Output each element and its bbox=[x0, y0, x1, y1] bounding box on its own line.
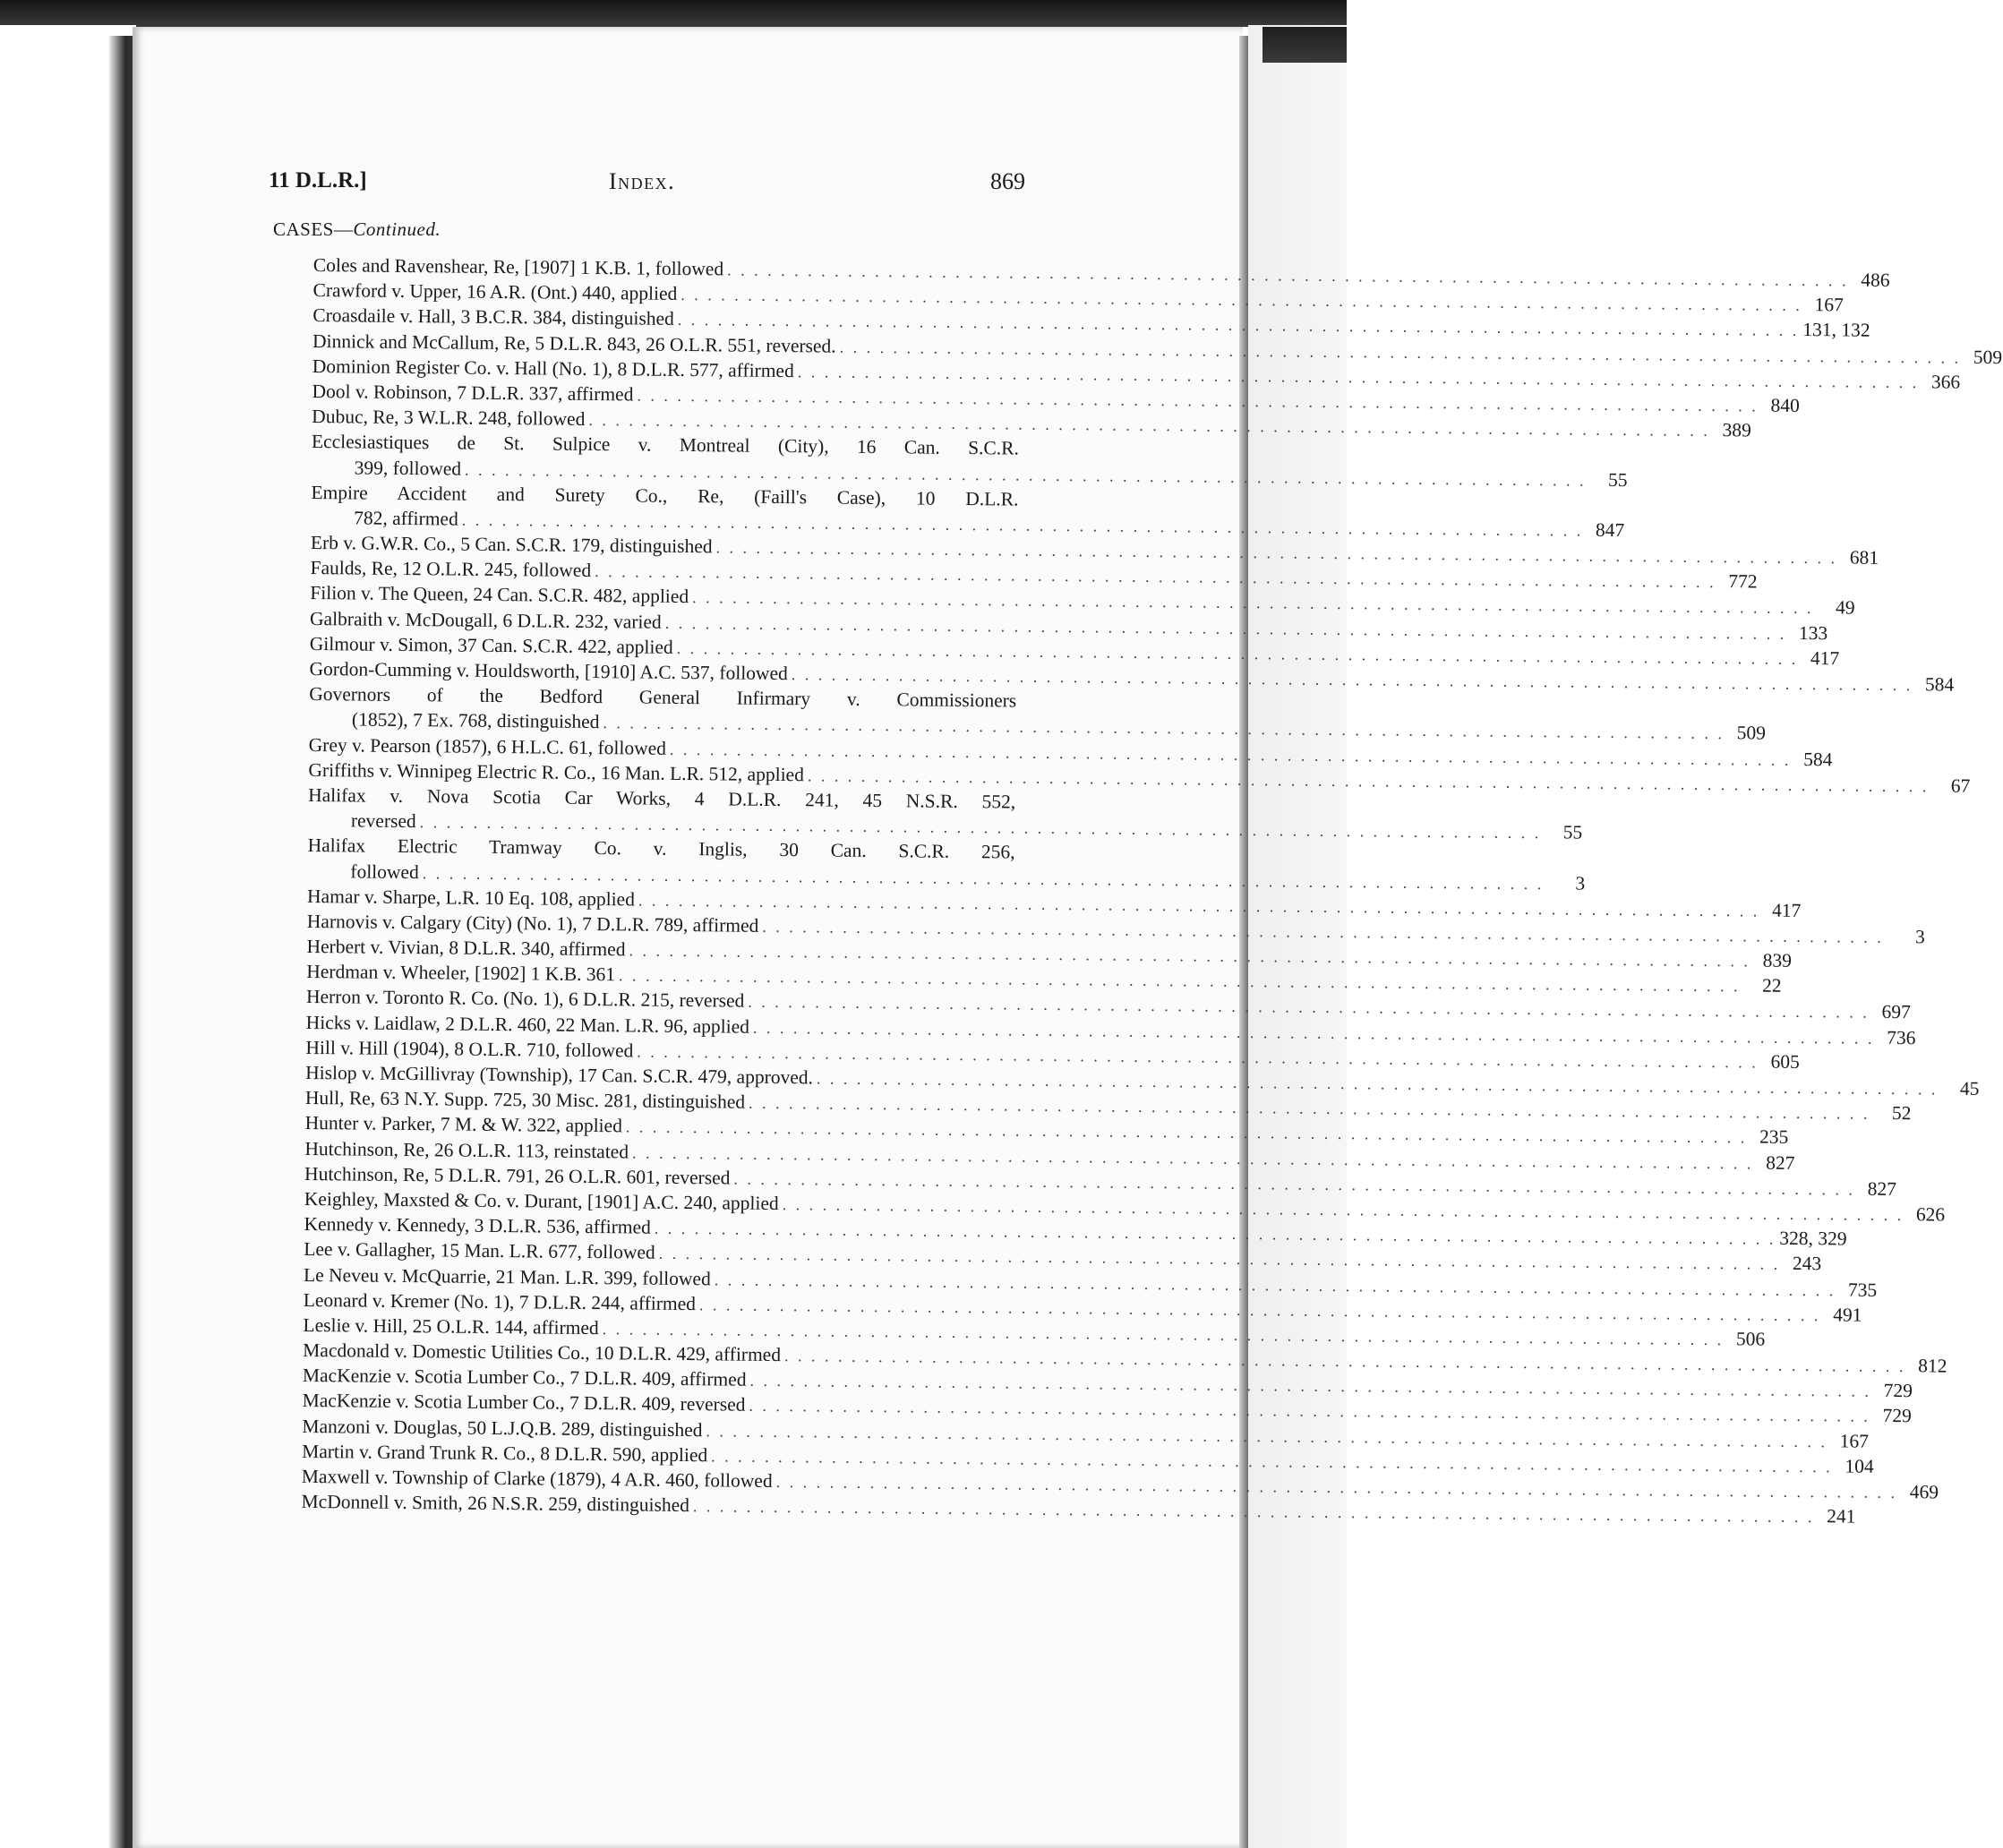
case-citation: Leslie v. Hill, 25 O.L.R. 144, affirmed bbox=[303, 1313, 599, 1339]
case-citation: Crawford v. Upper, 16 A.R. (Ont.) 440, applied bbox=[312, 279, 678, 305]
page-reference: 22 bbox=[1761, 974, 1782, 997]
case-citation: Griffiths v. Winnipeg Electric R. Co., 16 Man. L.R. 512, applied bbox=[308, 758, 805, 786]
page-reference: 243 bbox=[1792, 1253, 1822, 1275]
page-reference: 681 bbox=[1849, 546, 1879, 569]
page-reference: 131, 132 bbox=[1802, 319, 1870, 342]
dot-leader: . . . . . . . . . . . . . . . . . . . . . . . . . . . . . . . . . . . . . . . . . . . . . . . . . . . . . . . . . . . . . . . . . . . . . . . . . . . . . . . . . . . . bbox=[638, 891, 1760, 920]
case-citation: 399, followed bbox=[354, 456, 462, 480]
dot-leader: . . . . . . . . . . . . . . . . . . . . . . . . . . . . . . . . . . . . . . . . . . . . . . . . . . . . . . . . . . . . . . . . . . . . . . . . . . . . . . . . . . . . bbox=[619, 966, 1741, 996]
dot-leader: . . . . . . . . . . . . . . . . . . . . . . . . . . . . . . . . . . . . . . . . . . . . . . . . . . . . . . . . . . . . . . . . . . . . . . . . . . . . . . . . . . . . bbox=[783, 1347, 1906, 1376]
case-index-list bbox=[301, 252, 2003, 1527]
entry-first-line: Governors of the Bedford General Infirmary v. Commissioners bbox=[309, 683, 1017, 712]
dot-leader: . . . . . . . . . . . . . . . . . . . . . . . . . . . . . . . . . . . . . . . . . . . . . . . . . . . . . . . . . . . . . . . . . . . . . . . . . . . . . . . . . . . . bbox=[658, 1245, 1781, 1274]
dot-leader: . . . . . . . . . . . . . . . . . . . . . . . . . . . . . . . . . . . . . . . . . . . . . . . . . . . . . . . . . . . . . . . . . . . . . . . . . . . . . . . . . . . . bbox=[681, 286, 1802, 315]
case-citation: Dominion Register Co. v. Hall (No. 1), 8 D.L.R. 577, affirmed bbox=[312, 355, 794, 381]
page-reference: 735 bbox=[1847, 1279, 1878, 1301]
dot-leader: . . . . . . . . . . . . . . . . . . . . . . . . . . . . . . . . . . . . . . . . . . . . . . . . . . . . . . . . . . . . . . . . . . . . . . . . . . . . . . . . . . . . bbox=[602, 1320, 1725, 1349]
dot-leader: . . . . . . . . . . . . . . . . . . . . . . . . . . . . . . . . . . . . . . . . . . . . . . . . . . . . . . . . . . . . . . . . . . . . . . . . . . . . . . . . . . . . bbox=[422, 863, 1545, 893]
case-citation: Lee v. Gallagher, 15 Man. L.R. 677, followed bbox=[304, 1238, 655, 1264]
dot-leader: . . . . . . . . . . . . . . . . . . . . . . . . . . . . . . . . . . . . . . . . . . . . . . . . . . . . . . . . . . . . . . . . . . . . . . . . . . . . . . . . . . . . bbox=[748, 993, 1870, 1022]
dot-leader: . . . . . . . . . . . . . . . . . . . . . . . . . . . . . . . . . . . . . . . . . . . . . . . . . . . . . . . . . . . . . . . . . . . . . . . . . . . . . . . . . . . . bbox=[727, 261, 1849, 290]
case-citation: Galbraith v. McDougall, 6 D.L.R. 232, varied bbox=[309, 607, 662, 633]
page-reference: 55 bbox=[1607, 468, 1628, 491]
dot-leader: . . . . . . . . . . . . . . . . . . . . . . . . . . . . . . . . . . . . . . . . . . . . . . . . . . . . . . . . . . . . . . . . . . . . . . . . . . . . . . . . . . . . bbox=[749, 1371, 1872, 1401]
dot-leader: . . . . . . . . . . . . . . . . . . . . . . . . . . . . . . . . . . . . . . . . . . . . . . . . . . . . . . . . . . . . . . . . . . . . . . . . . . . . . . . . . . . . bbox=[775, 1473, 1898, 1502]
page-reference: 584 bbox=[1803, 748, 1833, 770]
page-reference: 840 bbox=[1770, 394, 1800, 416]
case-citation: Hislop v. McGillivray (Township), 17 Can. S.C.R. 479, approved. bbox=[305, 1061, 814, 1089]
dot-leader: . . . . . . . . . . . . . . . . . . . . . . . . . . . . . . . . . . . . . . . . . . . . . . . . . . . . . . . . . . . . . . . . . . . . . . . . . . . . . . . . . . . . bbox=[692, 588, 1814, 618]
page-reference: 3 bbox=[1575, 872, 1586, 894]
entry-first-line: Halifax Electric Tramway Co. v. Inglis, 30 Can. S.C.R. 256, bbox=[307, 834, 1015, 863]
case-citation: Coles and Ravenshear, Re, [1907] 1 K.B. 1, followed bbox=[312, 253, 724, 280]
dot-leader: . . . . . . . . . . . . . . . . . . . . . . . . . . . . . . . . . . . . . . . . . . . . . . . . . . . . . . . . . . . . . . . . . . . . . . . . . . . . . . . . . . . . bbox=[637, 1042, 1759, 1072]
case-citation: Macdonald v. Domestic Utilities Co., 10 D.L.R. 429, affirmed bbox=[303, 1339, 782, 1366]
volume-reference: 11 D.L.R.] bbox=[269, 168, 367, 192]
page-reference: 417 bbox=[1810, 646, 1840, 670]
page-reference: 626 bbox=[1915, 1203, 1946, 1226]
case-citation: (1852), 7 Ex. 768, distinguished bbox=[351, 708, 600, 733]
page-reference: 417 bbox=[1771, 899, 1802, 921]
case-citation: Kennedy v. Kennedy, 3 D.L.R. 536, affirmed bbox=[304, 1213, 651, 1238]
case-citation: 782, affirmed bbox=[354, 507, 458, 530]
page-reference: 469 bbox=[1909, 1481, 1939, 1503]
page-reference: 45 bbox=[1959, 1077, 1980, 1099]
dot-leader: . . . . . . . . . . . . . . . . . . . . . . . . . . . . . . . . . . . . . . . . . . . . . . . . . . . . . . . . . . . . . . . . . . . . . . . . . . . . . . . . . . . . bbox=[706, 1421, 1828, 1450]
dot-leader: . . . . . . . . . . . . . . . . . . . . . . . . . . . . . . . . . . . . . . . . . . . . . . . . . . . . . . . . . . . . . . . . . . . . . . . . . . . . . . . . . . . . bbox=[461, 510, 1584, 540]
entry-first-line: Halifax v. Nova Scotia Car Works, 4 D.L.R. 241, 45 N.S.R. 552, bbox=[308, 783, 1016, 813]
dot-leader: . . . . . . . . . . . . . . . . . . . . . . . . . . . . . . . . . . . . . . . . . . . . . . . . . . . . . . . . . . . . . . . . . . . . . . . . . . . . . . . . . . . . bbox=[807, 766, 1930, 796]
scan-corner-shadow bbox=[1263, 27, 1347, 63]
page-reference: 167 bbox=[1814, 294, 1844, 316]
page-reference: 49 bbox=[1835, 596, 1855, 619]
page-reference: 839 bbox=[1762, 949, 1793, 971]
page-reference: 827 bbox=[1766, 1151, 1795, 1174]
page-reference: 509 bbox=[1973, 346, 2003, 368]
scan-top-border bbox=[0, 0, 1347, 27]
page-reference: 235 bbox=[1759, 1125, 1789, 1149]
running-head bbox=[269, 168, 1025, 204]
dot-leader: . . . . . . . . . . . . . . . . . . . . . . . . . . . . . . . . . . . . . . . . . . . . . . . . . . . . . . . . . . . . . . . . . . . . . . . . . . . . . . . . . . . . bbox=[588, 411, 1710, 441]
case-citation: Herbert v. Vivian, 8 D.L.R. 340, affirmed bbox=[306, 936, 626, 961]
case-citation: Hunter v. Parker, 7 M. & W. 322, applied bbox=[304, 1112, 623, 1137]
page-reference: 729 bbox=[1882, 1405, 1912, 1427]
case-citation: Herron v. Toronto R. Co. (No. 1), 6 D.L.R. 215, reversed bbox=[305, 986, 745, 1013]
section-heading bbox=[273, 218, 441, 241]
case-citation: Martin v. Grand Trunk R. Co., 8 D.L.R. 590, applied bbox=[302, 1440, 708, 1467]
dot-leader: . . . . . . . . . . . . . . . . . . . . . . . . . . . . . . . . . . . . . . . . . . . . . . . . . . . . . . . . . . . . . . . . . . . . . . . . . . . . . . . . . . . . bbox=[762, 917, 1884, 946]
dot-leader: . . . . . . . . . . . . . . . . . . . . . . . . . . . . . . . . . . . . . . . . . . . . . . . . . . . . . . . . . . . . . . . . . . . . . . . . . . . . . . . . . . . . bbox=[816, 1069, 1939, 1099]
case-citation: Croasdaile v. Hall, 3 B.C.R. 384, distinguished bbox=[312, 304, 674, 330]
dot-leader: . . . . . . . . . . . . . . . . . . . . . . . . . . . . . . . . . . . . . . . . . . . . . . . . . . . . . . . . . . . . . . . . . . . . . . . . . . . . . . . . . . . . bbox=[749, 1397, 1870, 1426]
page-reference: 736 bbox=[1887, 1026, 1916, 1048]
dot-leader: . . . . . . . . . . . . . . . . . . . . . . . . . . . . . . . . . . . . . . . . . . . . . . . . . . . . . . . . . . . . . . . . . . . . . . . . . . . . . . . . . . . . bbox=[698, 1295, 1821, 1324]
case-citation: Hutchinson, Re, 5 D.L.R. 791, 26 O.L.R. 601, reversed bbox=[304, 1162, 731, 1189]
case-citation: Harnovis v. Calgary (City) (No. 1), 7 D.L.R. 789, affirmed bbox=[306, 910, 759, 937]
page-reference: 506 bbox=[1735, 1328, 1766, 1350]
page-reference: 167 bbox=[1839, 1430, 1870, 1452]
section-heading-continued: Continued. bbox=[353, 218, 441, 240]
page-reference: 847 bbox=[1595, 518, 1625, 541]
dot-leader: . . . . . . . . . . . . . . . . . . . . . . . . . . . . . . . . . . . . . . . . . . . . . . . . . . . . . . . . . . . . . . . . . . . . . . . . . . . . . . . . . . . . bbox=[791, 665, 1913, 695]
case-citation: Dubuc, Re, 3 W.L.R. 248, followed bbox=[312, 406, 586, 431]
dot-leader: . . . . . . . . . . . . . . . . . . . . . . . . . . . . . . . . . . . . . . . . . . . . . . . . . . . . . . . . . . . . . . . . . . . . . . . . . . . . . . . . . . . . bbox=[677, 311, 1800, 340]
page-reference: 697 bbox=[1881, 1001, 1911, 1023]
section-title: Index. bbox=[609, 168, 676, 194]
dot-leader: . . . . . . . . . . . . . . . . . . . . . . . . . . . . . . . . . . . . . . . . . . . . . . . . . . . . . . . . . . . . . . . . . . . . . . . . . . . . . . . . . . . . bbox=[603, 714, 1725, 743]
entry-first-line: Empire Accident and Surety Co., Re, (Faill's Case), 10 D.L.R. bbox=[311, 481, 1019, 510]
dot-leader: . . . . . . . . . . . . . . . . . . . . . . . . . . . . . . . . . . . . . . . . . . . . . . . . . . . . . . . . . . . . . . . . . . . . . . . . . . . . . . . . . . . . bbox=[637, 386, 1759, 415]
case-citation: Hull, Re, 63 N.Y. Supp. 725, 30 Misc. 281, distinguished bbox=[304, 1087, 746, 1113]
index-entry bbox=[308, 783, 1583, 843]
page-reference: 509 bbox=[1736, 722, 1767, 744]
page-reference: 491 bbox=[1833, 1304, 1862, 1326]
page-reference: 366 bbox=[1930, 371, 1961, 393]
entry-first-line: Ecclesiastiques de St. Sulpice v. Montreal (City), 16 Can. S.C.R. bbox=[311, 431, 1020, 459]
dot-leader: . . . . . . . . . . . . . . . . . . . . . . . . . . . . . . . . . . . . . . . . . . . . . . . . . . . . . . . . . . . . . . . . . . . . . . . . . . . . . . . . . . . . bbox=[692, 1497, 1815, 1527]
page-reference: 584 bbox=[1924, 673, 1955, 696]
case-citation: Gordon-Cumming v. Houldsworth, [1910] A.C. 537, followed bbox=[309, 657, 788, 685]
page-reference: 52 bbox=[1891, 1102, 1912, 1125]
case-citation: MacKenzie v. Scotia Lumber Co., 7 D.L.R. 409, affirmed bbox=[302, 1365, 747, 1390]
case-citation: Hicks v. Laidlaw, 2 D.L.R. 460, 22 Man. L.R. 96, applied bbox=[305, 1011, 750, 1038]
dot-leader: . . . . . . . . . . . . . . . . . . . . . . . . . . . . . . . . . . . . . . . . . . . . . . . . . . . . . . . . . . . . . . . . . . . . . . . . . . . . . . . . . . . . bbox=[797, 362, 1920, 391]
dot-leader: . . . . . . . . . . . . . . . . . . . . . . . . . . . . . . . . . . . . . . . . . . . . . . . . . . . . . . . . . . . . . . . . . . . . . . . . . . . . . . . . . . . . bbox=[631, 1143, 1754, 1173]
page-reference: 772 bbox=[1728, 570, 1758, 593]
case-citation: McDonnell v. Smith, 26 N.S.R. 259, distinguished bbox=[301, 1491, 690, 1517]
page-reference: 3 bbox=[1914, 926, 1925, 948]
dot-leader: . . . . . . . . . . . . . . . . . . . . . . . . . . . . . . . . . . . . . . . . . . . . . . . . . . . . . . . . . . . . . . . . . . . . . . . . . . . . . . . . . . . . bbox=[782, 1195, 1905, 1225]
page-reference: 605 bbox=[1770, 1050, 1800, 1073]
dot-leader: . . . . . . . . . . . . . . . . . . . . . . . . . . . . . . . . . . . . . . . . . . . . . . . . . . . . . . . . . . . . . . . . . . . . . . . . . . . . . . . . . . . . bbox=[839, 338, 1962, 367]
dot-leader: . . . . . . . . . . . . . . . . . . . . . . . . . . . . . . . . . . . . . . . . . . . . . . . . . . . . . . . . . . . . . . . . . . . . . . . . . . . . . . . . . . . . bbox=[748, 1093, 1870, 1123]
dot-leader: . . . . . . . . . . . . . . . . . . . . . . . . . . . . . . . . . . . . . . . . . . . . . . . . . . . . . . . . . . . . . . . . . . . . . . . . . . . . . . . . . . . . bbox=[714, 1270, 1836, 1299]
case-citation: Keighley, Maxsted & Co. v. Durant, [1901] A.C. 240, applied bbox=[304, 1187, 779, 1214]
page-reference: 104 bbox=[1845, 1455, 1874, 1477]
case-citation: Grey v. Pearson (1857), 6 H.L.C. 61, followed bbox=[308, 733, 667, 759]
dot-leader: . . . . . . . . . . . . . . . . . . . . . . . . . . . . . . . . . . . . . . . . . . . . . . . . . . . . . . . . . . . . . . . . . . . . . . . . . . . . . . . . . . . . bbox=[733, 1169, 1855, 1199]
dot-leader: . . . . . . . . . . . . . . . . . . . . . . . . . . . . . . . . . . . . . . . . . . . . . . . . . . . . . . . . . . . . . . . . . . . . . . . . . . . . . . . . . . . . bbox=[711, 1447, 1833, 1476]
dot-leader: . . . . . . . . . . . . . . . . . . . . . . . . . . . . . . . . . . . . . . . . . . . . . . . . . . . . . . . . . . . . . . . . . . . . . . . . . . . . . . . . . . . . bbox=[664, 613, 1787, 643]
section-heading-label: CASES— bbox=[273, 218, 354, 240]
dot-leader: . . . . . . . . . . . . . . . . . . . . . . . . . . . . . . . . . . . . . . . . . . . . . . . . . . . . . . . . . . . . . . . . . . . . . . . . . . . . . . . . . . . . bbox=[629, 941, 1751, 971]
page-reference: 55 bbox=[1562, 821, 1583, 843]
page-reference: 389 bbox=[1722, 419, 1751, 441]
index-entry bbox=[309, 681, 1767, 744]
page-reference: 729 bbox=[1883, 1380, 1913, 1402]
case-citation: Gilmour v. Simon, 37 Can. S.C.R. 422, applied bbox=[309, 632, 673, 658]
case-citation: Filion v. The Queen, 24 Can. S.C.R. 482, applied bbox=[310, 582, 689, 608]
dot-leader: . . . . . . . . . . . . . . . . . . . . . . . . . . . . . . . . . . . . . . . . . . . . . . . . . . . . . . . . . . . . . . . . . . . . . . . . . . . . . . . . . . . . bbox=[669, 740, 1792, 769]
case-citation: Manzoni v. Douglas, 50 L.J.Q.B. 289, distinguished bbox=[302, 1415, 703, 1441]
page-reference: 486 bbox=[1861, 269, 1890, 291]
dot-leader: . . . . . . . . . . . . . . . . . . . . . . . . . . . . . . . . . . . . . . . . . . . . . . . . . . . . . . . . . . . . . . . . . . . . . . . . . . . . . . . . . . . . bbox=[465, 460, 1587, 490]
dot-leader: . . . . . . . . . . . . . . . . . . . . . . . . . . . . . . . . . . . . . . . . . . . . . . . . . . . . . . . . . . . . . . . . . . . . . . . . . . . . . . . . . . . . bbox=[676, 638, 1799, 668]
page-reference: 328, 329 bbox=[1779, 1227, 1847, 1250]
index-entry bbox=[311, 480, 1625, 541]
case-citation: MacKenzie v. Scotia Lumber Co., 7 D.L.R. 409, reversed bbox=[302, 1390, 746, 1416]
index-entry bbox=[307, 833, 1586, 894]
case-citation: Leonard v. Kremer (No. 1), 7 D.L.R. 244, affirmed bbox=[303, 1288, 697, 1314]
page-reference: 241 bbox=[1827, 1505, 1856, 1527]
page-number: 869 bbox=[990, 168, 1025, 194]
case-citation: followed bbox=[350, 860, 419, 883]
page-reference: 827 bbox=[1867, 1177, 1897, 1200]
dot-leader: . . . . . . . . . . . . . . . . . . . . . . . . . . . . . . . . . . . . . . . . . . . . . . . . . . . . . . . . . . . . . . . . . . . . . . . . . . . . . . . . . . . . bbox=[625, 1117, 1748, 1147]
case-citation: Hamar v. Sharpe, L.R. 10 Eq. 108, applied bbox=[306, 885, 636, 911]
dot-leader: . . . . . . . . . . . . . . . . . . . . . . . . . . . . . . . . . . . . . . . . . . . . . . . . . . . . . . . . . . . . . . . . . . . . . . . . . . . . . . . . . . . . bbox=[595, 562, 1716, 592]
case-citation: Dinnick and McCallum, Re, 5 D.L.R. 843, 26 O.L.R. 551, reversed. bbox=[312, 329, 836, 357]
case-citation: Hutchinson, Re, 26 O.L.R. 113, reinstated bbox=[304, 1137, 629, 1162]
case-citation: reversed bbox=[350, 809, 416, 833]
case-citation: Le Neveu v. McQuarrie, 21 Man. L.R. 399, followed bbox=[303, 1263, 711, 1289]
dot-leader: . . . . . . . . . . . . . . . . . . . . . . . . . . . . . . . . . . . . . . . . . . . . . . . . . . . . . . . . . . . . . . . . . . . . . . . . . . . . . . . . . . . . bbox=[715, 538, 1838, 568]
case-citation: Hill v. Hill (1904), 8 O.L.R. 710, followed bbox=[305, 1036, 634, 1062]
case-citation: Faulds, Re, 12 O.L.R. 245, followed bbox=[310, 557, 592, 582]
page-reference: 67 bbox=[1950, 774, 1971, 797]
case-citation: Herdman v. Wheeler, [1902] 1 K.B. 361 bbox=[306, 961, 616, 986]
index-entry bbox=[311, 429, 1628, 491]
dot-leader: . . . . . . . . . . . . . . . . . . . . . . . . . . . . . . . . . . . . . . . . . . . . . . . . . . . . . . . . . . . . . . . . . . . . . . . . . . . . . . . . . . . . bbox=[654, 1219, 1776, 1248]
dot-leader: . . . . . . . . . . . . . . . . . . . . . . . . . . . . . . . . . . . . . . . . . . . . . . . . . . . . . . . . . . . . . . . . . . . . . . . . . . . . . . . . . . . . bbox=[752, 1018, 1875, 1048]
page-reference: 133 bbox=[1798, 621, 1828, 644]
dot-leader: . . . . . . . . . . . . . . . . . . . . . . . . . . . . . . . . . . . . . . . . . . . . . . . . . . . . . . . . . . . . . . . . . . . . . . . . . . . . . . . . . . . . bbox=[419, 813, 1542, 843]
case-citation: Dool v. Robinson, 7 D.L.R. 337, affirmed bbox=[312, 380, 634, 406]
case-citation: Maxwell v. Township of Clarke (1879), 4 A.R. 460, followed bbox=[301, 1465, 773, 1492]
case-citation: Erb v. G.W.R. Co., 5 Can. S.C.R. 179, distinguished bbox=[310, 532, 713, 558]
page-reference: 812 bbox=[1918, 1355, 1947, 1377]
